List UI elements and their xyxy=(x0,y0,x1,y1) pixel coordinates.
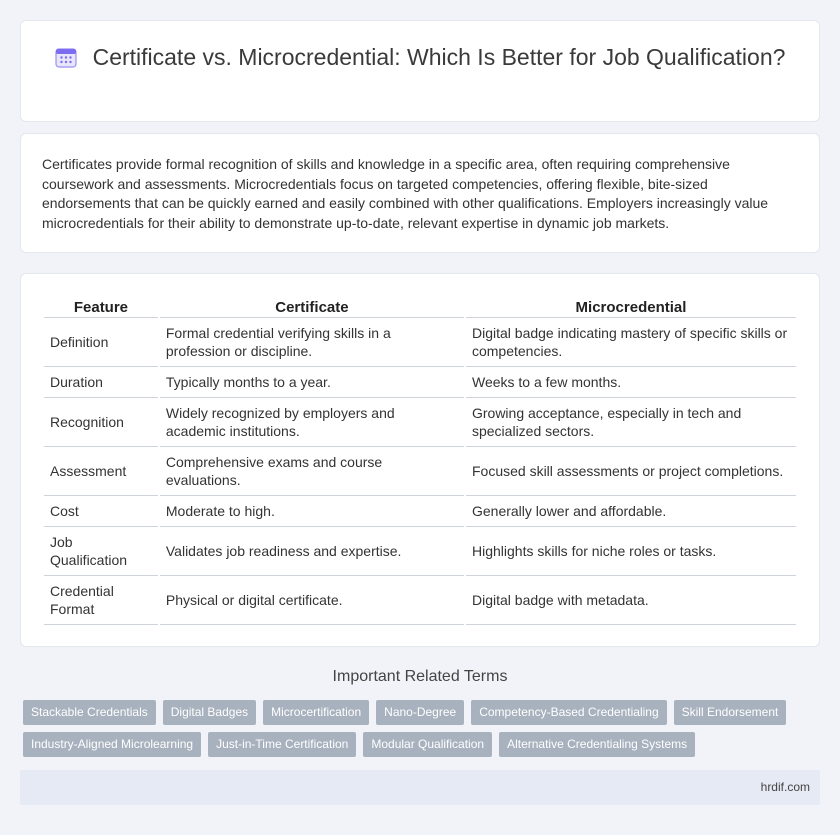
row-microcredential: Digital badge indicating mastery of specific skills or competencies. xyxy=(466,318,796,367)
row-microcredential: Digital badge with metadata. xyxy=(466,576,796,625)
row-microcredential: Focused skill assessments or project completions. xyxy=(466,447,796,496)
row-feature: Credential Format xyxy=(44,576,158,625)
row-certificate: Widely recognized by employers and academic institutions. xyxy=(160,398,464,447)
table-row xyxy=(44,447,796,496)
page-title-row xyxy=(21,43,819,72)
tag-microcertification[interactable]: Microcertification xyxy=(263,700,369,725)
intro-paragraph: Certificates provide formal recognition of skills and knowledge in a specific area, often requiring comprehensive coursework and assessments. Microcredentials focus on targeted competencies, offering flexible, bite-sized endorsements that can be quickly earned and easily combined with other qualifications. Employers increasingly value microcredentials for their ability to demonstrate up-to-date, relevant expertise in dynamic job markets. xyxy=(42,156,769,231)
table-header-row xyxy=(44,296,796,318)
row-microcredential: Weeks to a few months. xyxy=(466,367,796,398)
row-certificate: Physical or digital certificate. xyxy=(160,576,464,625)
row-certificate: Typically months to a year. xyxy=(160,367,464,398)
row-feature: Assessment xyxy=(44,447,158,496)
footer-site-link[interactable]: hrdif.com xyxy=(760,780,810,794)
table-row xyxy=(44,398,796,447)
row-microcredential: Generally lower and affordable. xyxy=(466,496,796,527)
row-microcredential: Highlights skills for niche roles or tasks. xyxy=(466,527,796,576)
page-title: Certificate vs. Microcredential: Which Is Better for Job Qualification? xyxy=(92,44,786,70)
tag-competency-based-credentialing[interactable]: Competency-Based Credentialing xyxy=(471,700,666,725)
row-certificate: Formal credential verifying skills in a profession or discipline. xyxy=(160,318,464,367)
related-terms-tags xyxy=(23,700,823,764)
row-feature: Job Qualification xyxy=(44,527,158,576)
tag-digital-badges[interactable]: Digital Badges xyxy=(163,700,256,725)
header-feature: Feature xyxy=(44,296,158,318)
intro-card xyxy=(20,133,820,253)
row-feature: Recognition xyxy=(44,398,158,447)
row-feature: Duration xyxy=(44,367,158,398)
tag-modular-qualification[interactable]: Modular Qualification xyxy=(363,732,492,757)
row-certificate: Validates job readiness and expertise. xyxy=(160,527,464,576)
tag-alternative-credentialing-systems[interactable]: Alternative Credentialing Systems xyxy=(499,732,695,757)
table-row xyxy=(44,367,796,398)
row-certificate: Comprehensive exams and course evaluations. xyxy=(160,447,464,496)
tag-industry-aligned-microlearning[interactable]: Industry-Aligned Microlearning xyxy=(23,732,201,757)
tag-row xyxy=(23,732,823,757)
tag-nano-degree[interactable]: Nano-Degree xyxy=(376,700,464,725)
row-feature: Definition xyxy=(44,318,158,367)
header-microcredential: Microcredential xyxy=(466,296,796,318)
row-microcredential: Growing acceptance, especially in tech and specialized sectors. xyxy=(466,398,796,447)
calendar-icon xyxy=(55,46,77,68)
tag-row xyxy=(23,700,823,725)
table-row xyxy=(44,496,796,527)
tag-stackable-credentials[interactable]: Stackable Credentials xyxy=(23,700,156,725)
table-row xyxy=(44,527,796,576)
related-terms-title: Important Related Terms xyxy=(332,668,508,685)
header-certificate: Certificate xyxy=(160,296,464,318)
row-feature: Cost xyxy=(44,496,158,527)
tag-just-in-time-certification[interactable]: Just-in-Time Certification xyxy=(208,732,356,757)
table-row xyxy=(44,318,796,367)
tag-skill-endorsement[interactable]: Skill Endorsement xyxy=(674,700,787,725)
table-row xyxy=(44,576,796,625)
row-certificate: Moderate to high. xyxy=(160,496,464,527)
comparison-card xyxy=(20,273,820,647)
title-card xyxy=(20,20,820,122)
footer xyxy=(20,770,820,805)
comparison-table xyxy=(42,296,798,625)
